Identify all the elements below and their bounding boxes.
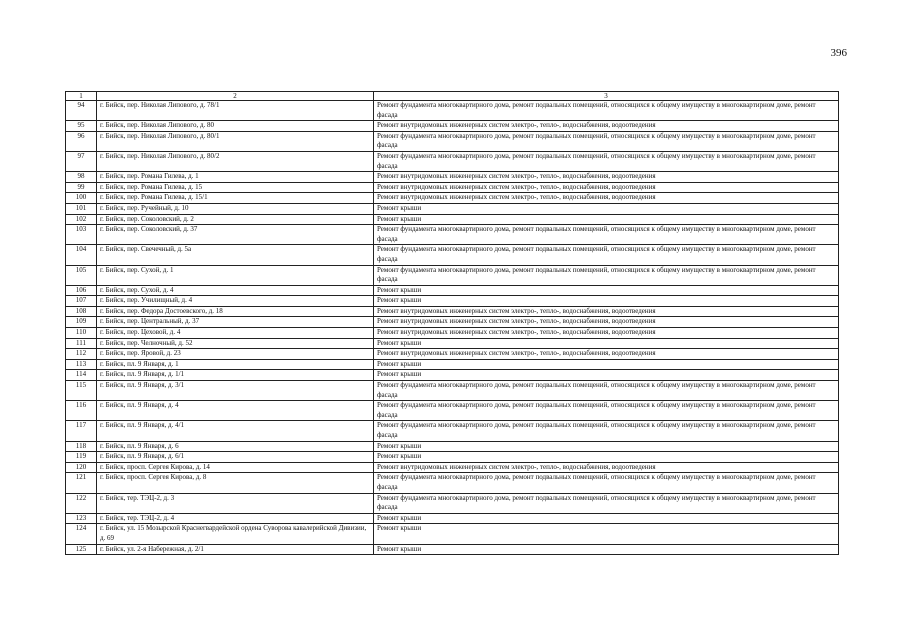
row-number: 95 — [66, 121, 97, 132]
row-work: Ремонт внутридомовых инженерных систем электро-, тепло-, водоснабжения, водоотведения — [374, 317, 839, 328]
table-row — [66, 101, 839, 121]
row-address: г. Бийск, пер. Ручейный, д. 10 — [97, 203, 374, 214]
row-address: г. Бийск, пер. Романа Гилева, д. 15/1 — [97, 193, 374, 204]
table-row — [66, 121, 839, 132]
table-row — [66, 317, 839, 328]
row-number: 99 — [66, 182, 97, 193]
row-address: г. Бийск, пер. Николая Липового, д. 78/1 — [97, 101, 374, 121]
row-number: 107 — [66, 296, 97, 307]
table-row — [66, 473, 839, 493]
row-address: г. Бийск, просп. Сергея Кирова, д. 14 — [97, 462, 374, 473]
row-number: 104 — [66, 245, 97, 265]
table-row — [66, 172, 839, 183]
row-number: 118 — [66, 441, 97, 452]
table-row — [66, 381, 839, 401]
header-col-1: 1 — [66, 92, 97, 101]
row-number: 96 — [66, 131, 97, 151]
row-number: 94 — [66, 101, 97, 121]
row-work: Ремонт фундамента многоквартирного дома, ремонт подвальных помещений, относящихся к общему имуществу в многоквартирном доме, ремонт фасада — [374, 225, 839, 245]
row-work: Ремонт крыши — [374, 513, 839, 524]
row-address: г. Бийск, пл. 9 Января, д. 4 — [97, 401, 374, 421]
row-work: Ремонт крыши — [374, 441, 839, 452]
row-work: Ремонт внутридомовых инженерных систем электро-, тепло-, водоснабжения, водоотведения — [374, 306, 839, 317]
repair-table — [65, 91, 839, 555]
row-work: Ремонт крыши — [374, 524, 839, 544]
row-address: г. Бийск, просп. Сергея Кирова, д. 8 — [97, 473, 374, 493]
table-row — [66, 544, 839, 555]
table-row — [66, 203, 839, 214]
row-number: 117 — [66, 421, 97, 441]
row-address: г. Бийск, ул. 2-я Набережная, д. 2/1 — [97, 544, 374, 555]
row-work: Ремонт фундамента многоквартирного дома, ремонт подвальных помещений, относящихся к общему имуществу в многоквартирном доме, ремонт фасада — [374, 265, 839, 285]
row-address: г. Бийск, пер. Соколовский, д. 2 — [97, 214, 374, 225]
row-address: г. Бийск, тер. ТЭЦ-2, д. 3 — [97, 493, 374, 513]
row-work: Ремонт внутридомовых инженерных систем электро-, тепло-, водоснабжения, водоотведения — [374, 182, 839, 193]
row-address: г. Бийск, пер. Николая Липового, д. 80 — [97, 121, 374, 132]
table-row — [66, 421, 839, 441]
row-number: 100 — [66, 193, 97, 204]
row-work: Ремонт крыши — [374, 296, 839, 307]
table-row — [66, 513, 839, 524]
row-work: Ремонт крыши — [374, 214, 839, 225]
row-number: 113 — [66, 359, 97, 370]
row-address: г. Бийск, пер. Яровой, д. 23 — [97, 349, 374, 360]
row-address: г. Бийск, пл. 9 Января, д. 6/1 — [97, 452, 374, 463]
row-work: Ремонт крыши — [374, 359, 839, 370]
page-number: 396 — [830, 47, 847, 59]
row-address: г. Бийск, пер. Романа Гилева, д. 1 — [97, 172, 374, 183]
row-work: Ремонт крыши — [374, 203, 839, 214]
row-address: г. Бийск, пер. Челночный, д. 52 — [97, 338, 374, 349]
row-work: Ремонт фундамента многоквартирного дома, ремонт подвальных помещений, относящихся к общему имуществу в многоквартирном доме, ремонт фасада — [374, 245, 839, 265]
row-address: г. Бийск, пер. Соколовский, д. 37 — [97, 225, 374, 245]
row-work: Ремонт внутридомовых инженерных систем электро-, тепло-, водоснабжения, водоотведения — [374, 172, 839, 183]
row-number: 115 — [66, 381, 97, 401]
row-address: г. Бийск, ул. 15 Мозырской Краснегвардейской ордена Суворова кавалерийской Дивизии, д. 69 — [97, 524, 374, 544]
table-row — [66, 493, 839, 513]
table-row — [66, 245, 839, 265]
row-address: г. Бийск, пл. 9 Января, д. 1 — [97, 359, 374, 370]
row-number: 114 — [66, 370, 97, 381]
row-work: Ремонт фундамента многоквартирного дома, ремонт подвальных помещений, относящихся к общему имуществу в многоквартирном доме, ремонт фасада — [374, 473, 839, 493]
row-number: 109 — [66, 317, 97, 328]
row-work: Ремонт крыши — [374, 338, 839, 349]
row-number: 123 — [66, 513, 97, 524]
row-number: 106 — [66, 285, 97, 296]
table-row — [66, 182, 839, 193]
table-row — [66, 265, 839, 285]
row-work: Ремонт крыши — [374, 370, 839, 381]
row-address: г. Бийск, пер. Николая Липового, д. 80/1 — [97, 131, 374, 151]
row-work: Ремонт фундамента многоквартирного дома, ремонт подвальных помещений, относящихся к общему имуществу в многоквартирном доме, ремонт фасада — [374, 421, 839, 441]
row-work: Ремонт фундамента многоквартирного дома, ремонт подвальных помещений, относящихся к общему имуществу в многоквартирном доме, ремонт фасада — [374, 131, 839, 151]
table-row — [66, 452, 839, 463]
table-row — [66, 193, 839, 204]
row-number: 110 — [66, 328, 97, 339]
row-work: Ремонт крыши — [374, 285, 839, 296]
row-address: г. Бийск, пер. Федора Достоевского, д. 18 — [97, 306, 374, 317]
table-row — [66, 306, 839, 317]
row-number: 112 — [66, 349, 97, 360]
row-address: г. Бийск, пл. 9 Января, д. 1/1 — [97, 370, 374, 381]
row-address: г. Бийск, пер. Училищный, д. 4 — [97, 296, 374, 307]
row-number: 108 — [66, 306, 97, 317]
row-address: г. Бийск, тер. ТЭЦ-2, д. 4 — [97, 513, 374, 524]
row-number: 125 — [66, 544, 97, 555]
row-number: 124 — [66, 524, 97, 544]
row-work: Ремонт внутридомовых инженерных систем электро-, тепло-, водоснабжения, водоотведения — [374, 349, 839, 360]
row-work: Ремонт фундамента многоквартирного дома, ремонт подвальных помещений, относящихся к общему имуществу в многоквартирном доме, ремонт фасада — [374, 401, 839, 421]
row-number: 122 — [66, 493, 97, 513]
row-number: 103 — [66, 225, 97, 245]
row-work: Ремонт фундамента многоквартирного дома, ремонт подвальных помещений, относящихся к общему имуществу в многоквартирном доме, ремонт фасада — [374, 493, 839, 513]
table-row — [66, 401, 839, 421]
row-work: Ремонт фундамента многоквартирного дома, ремонт подвальных помещений, относящихся к общему имуществу в многоквартирном доме, ремонт фасада — [374, 101, 839, 121]
row-number: 102 — [66, 214, 97, 225]
row-number: 121 — [66, 473, 97, 493]
header-col-3: 3 — [374, 92, 839, 101]
row-address: г. Бийск, пер. Свечечный, д. 5а — [97, 245, 374, 265]
row-address: г. Бийск, пер. Романа Гилева, д. 15 — [97, 182, 374, 193]
table-row — [66, 296, 839, 307]
row-number: 101 — [66, 203, 97, 214]
row-address: г. Бийск, пл. 9 Января, д. 3/1 — [97, 381, 374, 401]
table-row — [66, 225, 839, 245]
row-address: г. Бийск, пл. 9 Января, д. 4/1 — [97, 421, 374, 441]
header-col-2: 2 — [97, 92, 374, 101]
row-work: Ремонт внутридомовых инженерных систем электро-, тепло-, водоснабжения, водоотведения — [374, 462, 839, 473]
table-row — [66, 328, 839, 339]
row-number: 111 — [66, 338, 97, 349]
row-number: 98 — [66, 172, 97, 183]
table-row — [66, 524, 839, 544]
row-number: 116 — [66, 401, 97, 421]
table-row — [66, 441, 839, 452]
row-work: Ремонт внутридомовых инженерных систем электро-, тепло-, водоснабжения, водоотведения — [374, 121, 839, 132]
row-address: г. Бийск, пл. 9 Января, д. 6 — [97, 441, 374, 452]
table-row — [66, 462, 839, 473]
table-row — [66, 285, 839, 296]
row-work: Ремонт внутридомовых инженерных систем электро-, тепло-, водоснабжения, водоотведения — [374, 328, 839, 339]
row-work: Ремонт внутридомовых инженерных систем электро-, тепло-, водоснабжения, водоотведения — [374, 193, 839, 204]
row-address: г. Бийск, пер. Центральный, д. 37 — [97, 317, 374, 328]
table-body — [66, 101, 839, 555]
table-row — [66, 359, 839, 370]
row-address: г. Бийск, пер. Сухой, д. 1 — [97, 265, 374, 285]
table-row — [66, 349, 839, 360]
row-number: 105 — [66, 265, 97, 285]
table-row — [66, 338, 839, 349]
row-work: Ремонт фундамента многоквартирного дома, ремонт подвальных помещений, относящихся к общему имуществу в многоквартирном доме, ремонт фасада — [374, 381, 839, 401]
row-number: 119 — [66, 452, 97, 463]
table-row — [66, 214, 839, 225]
table-header-row — [66, 92, 839, 101]
row-number: 120 — [66, 462, 97, 473]
table-row — [66, 131, 839, 151]
row-address: г. Бийск, пер. Цеховой, д. 4 — [97, 328, 374, 339]
table-row — [66, 151, 839, 171]
row-address: г. Бийск, пер. Николая Липового, д. 80/2 — [97, 151, 374, 171]
row-work: Ремонт крыши — [374, 452, 839, 463]
row-work: Ремонт крыши — [374, 544, 839, 555]
row-work: Ремонт фундамента многоквартирного дома, ремонт подвальных помещений, относящихся к общему имуществу в многоквартирном доме, ремонт фасада — [374, 151, 839, 171]
table-row — [66, 370, 839, 381]
row-number: 97 — [66, 151, 97, 171]
row-address: г. Бийск, пер. Сухой, д. 4 — [97, 285, 374, 296]
